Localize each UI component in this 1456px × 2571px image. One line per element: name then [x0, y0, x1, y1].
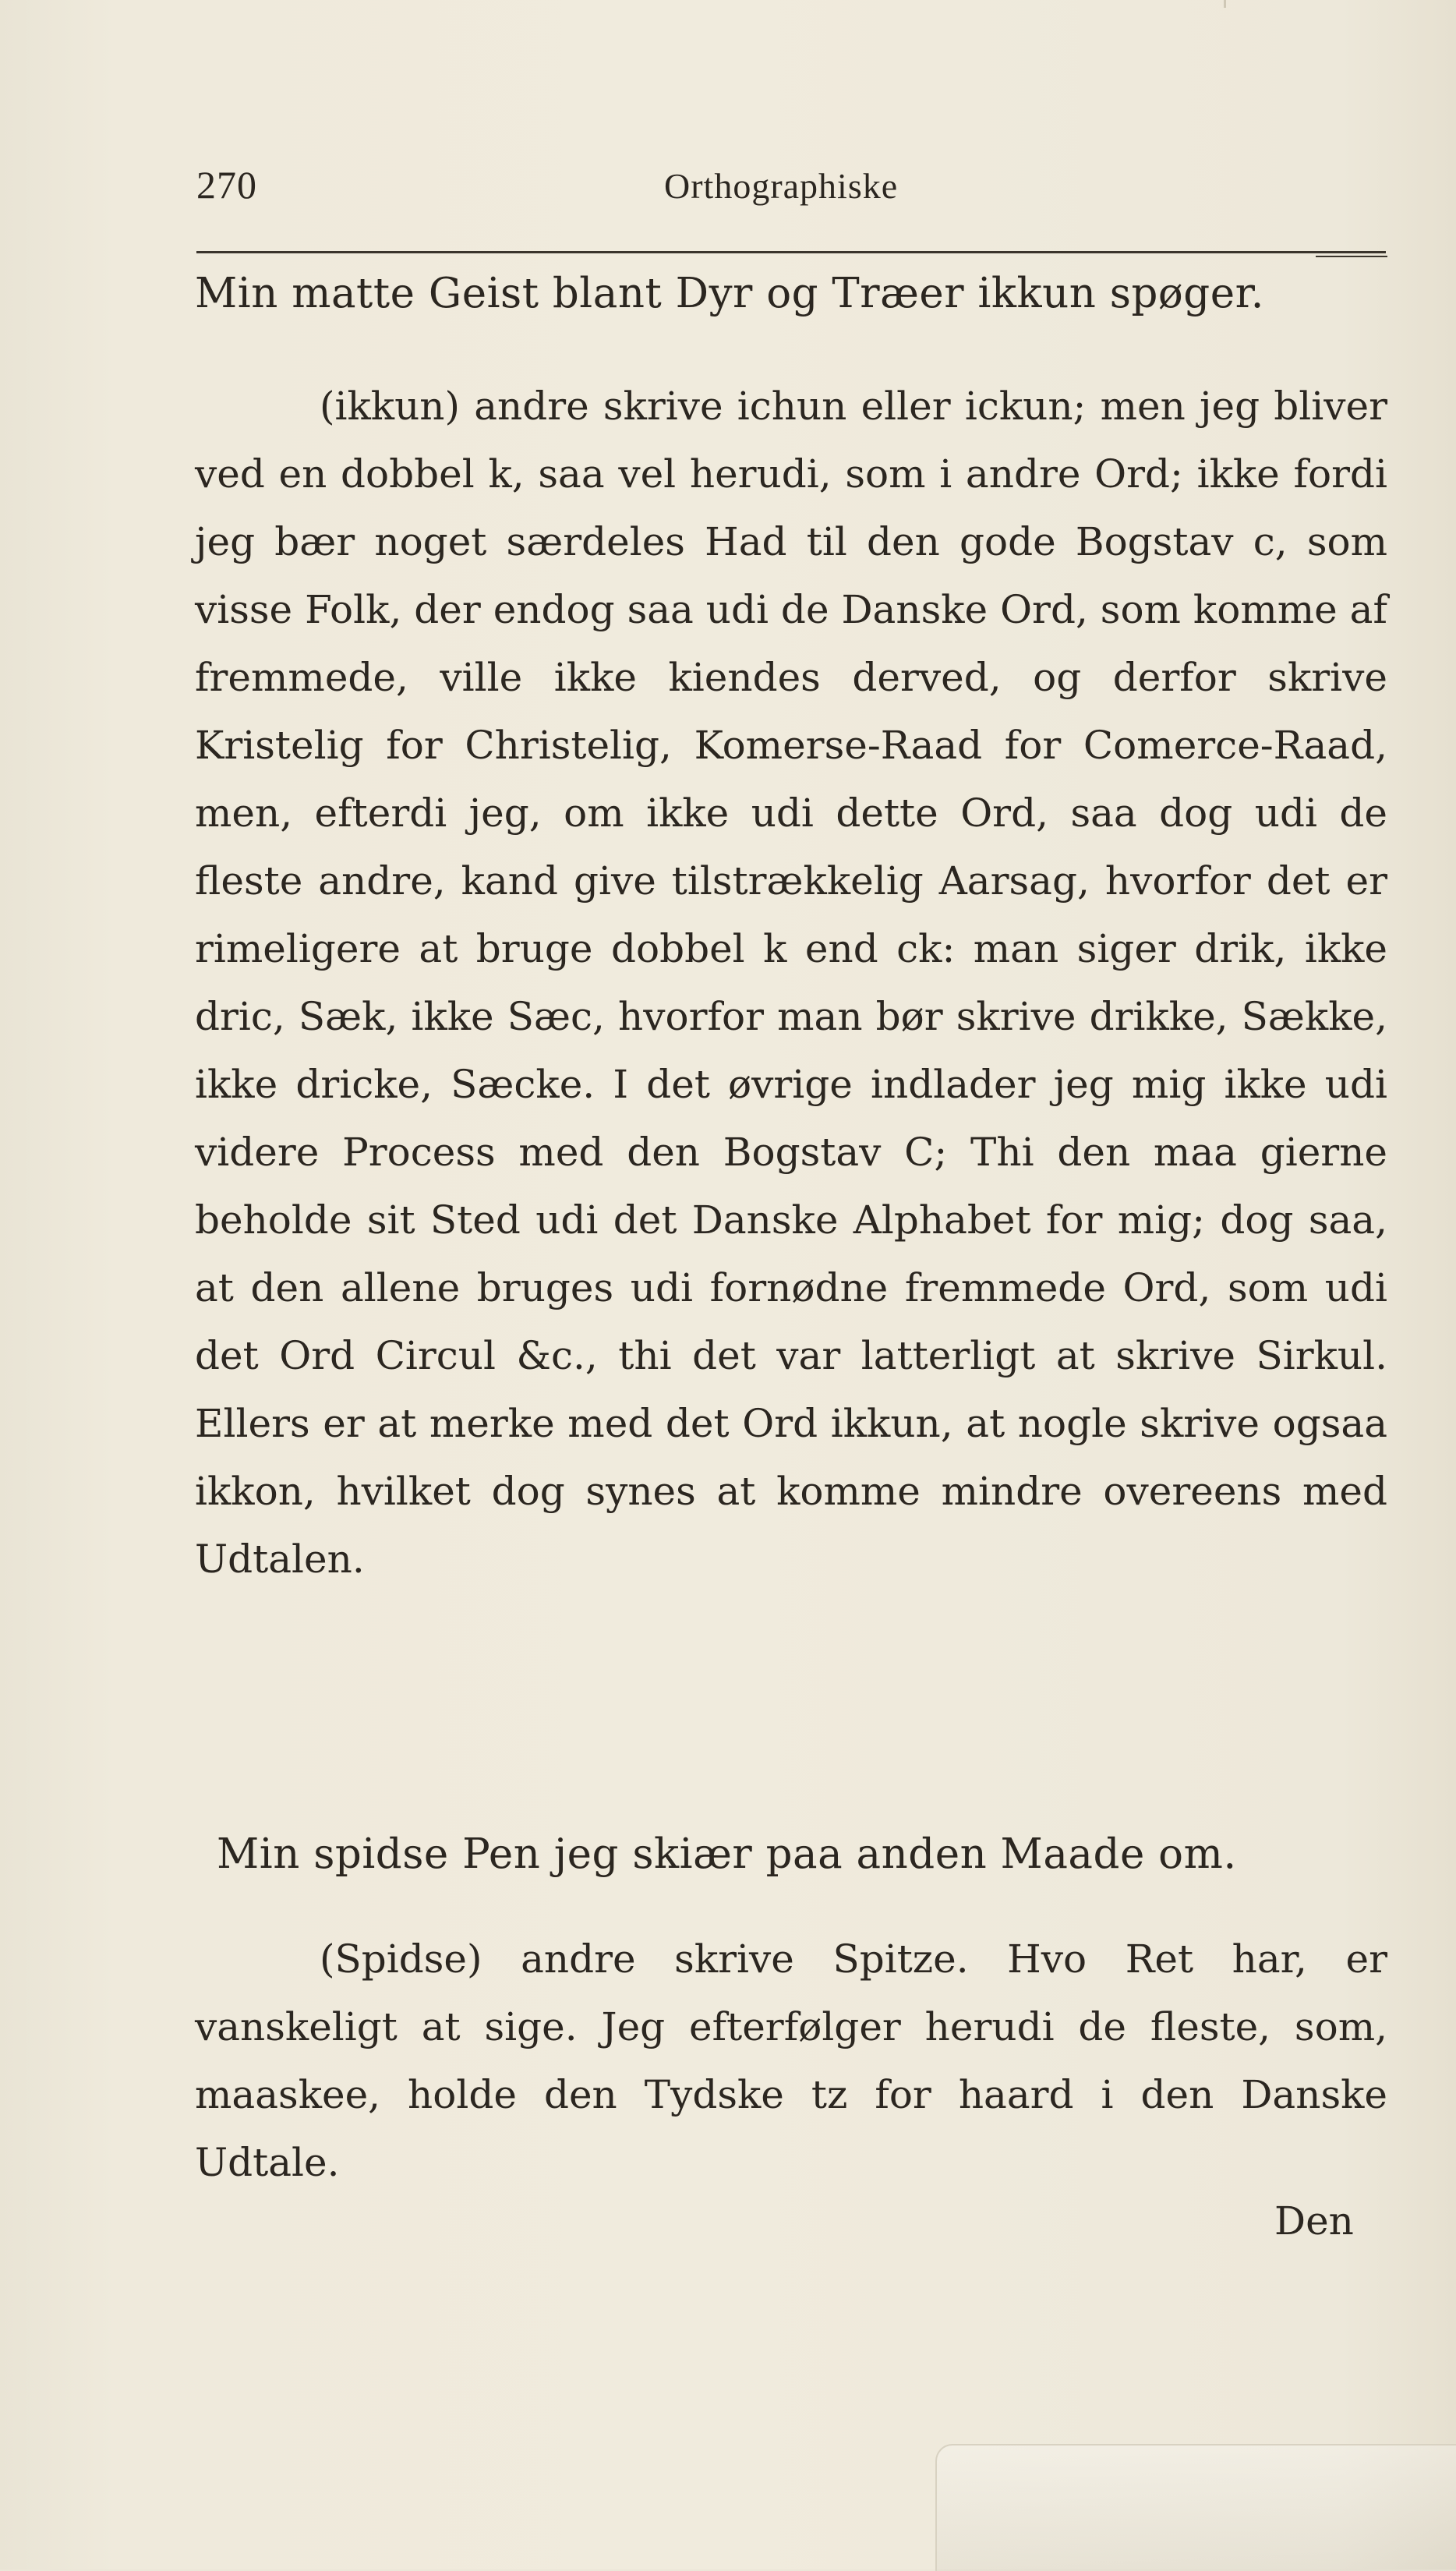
- commentary-paragraph-1: (ikkun) andre skrive ichun eller ickun; men jeg bliver ved en dobbel k, saa vel herudi, som i andre Ord; ikke fordi jeg bær noget særdeles Had til den gode Bogstav c, som visse Folk, der endog saa udi de Danske Ord, som komme af fremmede, ville ikke kiendes derved, og derfor skrive Kristelig for Christelig, Komerse-Raad for Comerce-Raad, men, efterdi jeg, om ikke udi dette Ord, saa dog udi de fleste andre, kand give tilstrækkelig Aarsag, hvorfor det er rimeligere at bruge dobbel k end ck: man siger drik, ikke dric, Sæk, ikke Sæc, hvorfor man bør skrive drikke, Sække, ikke dricke, Sæcke. I det øvrige indlader jeg mig ikke udi videre Process med den Bogstav C; Thi den maa gierne beholde sit Sted udi det Danske Alphabet for mig; dog saa, at den allene bruges udi fornødne fremmede Ord, som udi det Ord Circul &c., thi det var latterligt at skrive Sirkul. Ellers er at merke med det Ord ikkun, at nogle skrive ogsaa ikkon, hvilket dog synes at komme mindre overeens med Udtalen.: [195, 384, 1387, 1582]
- header-rule: [196, 251, 1386, 253]
- page-corner-shadow: [935, 2444, 1456, 2571]
- page-header: [196, 162, 1397, 217]
- paper-speck: [1224, 0, 1226, 8]
- header-rule-tail: [1316, 256, 1387, 257]
- page-number: 270: [196, 163, 257, 207]
- running-head: Orthographiske: [664, 166, 899, 206]
- catchword: Den: [1274, 2198, 1354, 2244]
- verse-line-2: Min spidse Pen jeg skiær paa anden Maade om.: [217, 1830, 1237, 1878]
- commentary-paragraph-2: (Spidse) andre skrive Spitze. Hvo Ret har, er vanskeligt at sige. Jeg efterfølger herudi de fleste, som, maaskee, holde den Tydske tz for haard i den Danske Udtale.: [195, 1936, 1387, 2185]
- verse-line-1: Min matte Geist blant Dyr og Træer ikkun spøger.: [195, 270, 1264, 317]
